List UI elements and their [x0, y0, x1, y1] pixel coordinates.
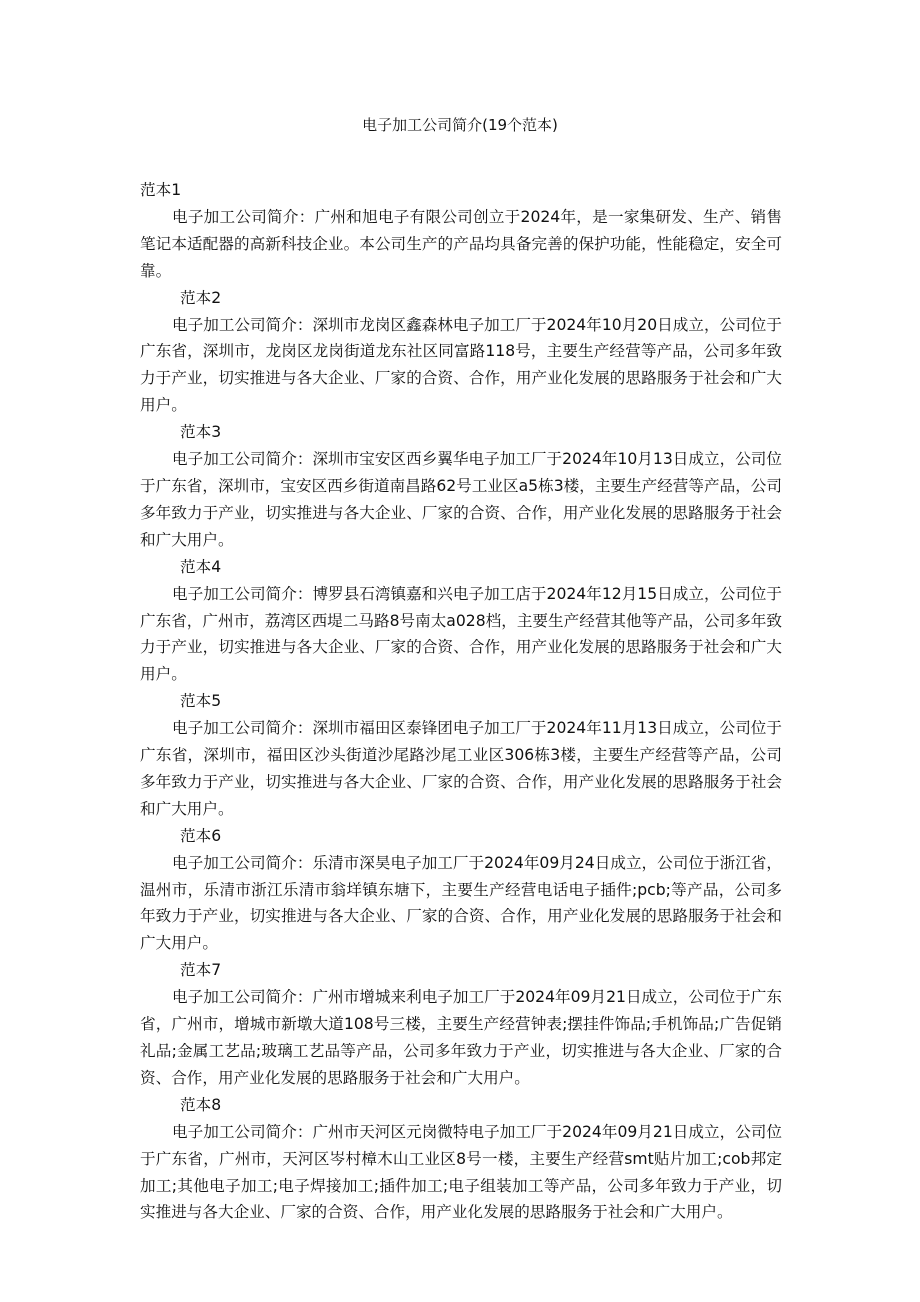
section-heading: 范本7	[180, 961, 222, 980]
section-heading: 范本4	[180, 557, 222, 576]
document-body	[140, 177, 782, 1226]
section-paragraph: 电子加工公司简介：广州和旭电子有限公司创立于2024年，是一家集研发、生产、销售笔记本适配器的高新科技企业。本公司生产的产品均具备完善的保护功能，性能稳定，安全可靠。	[140, 207, 782, 280]
section-paragraph: 电子加工公司简介：博罗县石湾镇嘉和兴电子加工店于2024年12月15日成立，公司位于广东省，广州市，荔湾区西堤二马路8号南太a028档，主要生产经营其他等产品，公司多年致力于产业，切实推进与各大企业、厂家的合资、合作，用产业化发展的思路服务于社会和广大用户。	[140, 584, 782, 684]
section-paragraph: 电子加工公司简介：深圳市福田区泰锋团电子加工厂于2024年11月13日成立，公司位于广东省，深圳市，福田区沙头街道沙尾路沙尾工业区306栋3楼，主要生产经营等产品，公司多年致力于产业，切实推进与各大企业、厂家的合资、合作，用产业化发展的思路服务于社会和广大用户。	[140, 719, 782, 818]
section-paragraph: 电子加工公司简介：广州市增城来利电子加工厂于2024年09月21日成立，公司位于广东省，广州市，增城市新墩大道108号三楼，主要生产经营钟表;摆挂件饰品;手机饰品;广告促销礼品;金属工艺品;玻璃工艺品等产品，公司多年致力于产业，切实推进与各大企业、厂家的合资、合作，用产业化发展的思路服务于社会和广大用户。	[140, 988, 782, 1087]
section-heading: 范本6	[180, 826, 222, 845]
document-title: 电子加工公司简介(19个范本)	[362, 116, 558, 134]
section-paragraph: 电子加工公司简介：深圳市龙岗区鑫森林电子加工厂于2024年10月20日成立，公司位于广东省，深圳市，龙岗区龙岗街道龙东社区同富路118号，主要生产经营等产品，公司多年致力于产业，切实推进与各大企业、厂家的合资、合作，用产业化发展的思路服务于社会和广大用户。	[140, 315, 782, 415]
section-paragraph: 电子加工公司简介：深圳市宝安区西乡翼华电子加工厂于2024年10月13日成立，公司位于广东省，深圳市，宝安区西乡街道南昌路62号工业区a5栋3楼，主要生产经营等产品，公司多年致力于产业，切实推进与各大企业、厂家的合资、合作，用产业化发展的思路服务于社会和广大用户。	[140, 450, 782, 549]
section-heading: 范本1	[140, 181, 182, 199]
section-paragraph: 电子加工公司简介：乐清市深昊电子加工厂于2024年09月24日成立，公司位于浙江省，温州市，乐清市浙江乐清市翁垟镇东塘下，主要生产经营电话电子插件;pcb;等产品，公司多年致力于产业，切实推进与各大企业、厂家的合资、合作，用产业化发展的思路服务于社会和广大用户。	[140, 853, 782, 953]
section-heading: 范本8	[180, 1095, 222, 1114]
section-paragraph: 电子加工公司简介：广州市天河区元岗微特电子加工厂于2024年09月21日成立，公司位于广东省，广州市，天河区岑村樟木山工业区8号一楼，主要生产经营smt贴片加工;cob邦定加工;其他电子加工;电子焊接加工;插件加工;电子组装加工等产品，公司多年致力于产业，切实推进与各大企业、厂家的合资、合作，用产业化发展的思路服务于社会和广大用户。	[140, 1122, 782, 1222]
section-heading: 范本2	[180, 288, 222, 307]
section-heading: 范本3	[180, 423, 222, 442]
section-heading: 范本5	[180, 692, 222, 711]
